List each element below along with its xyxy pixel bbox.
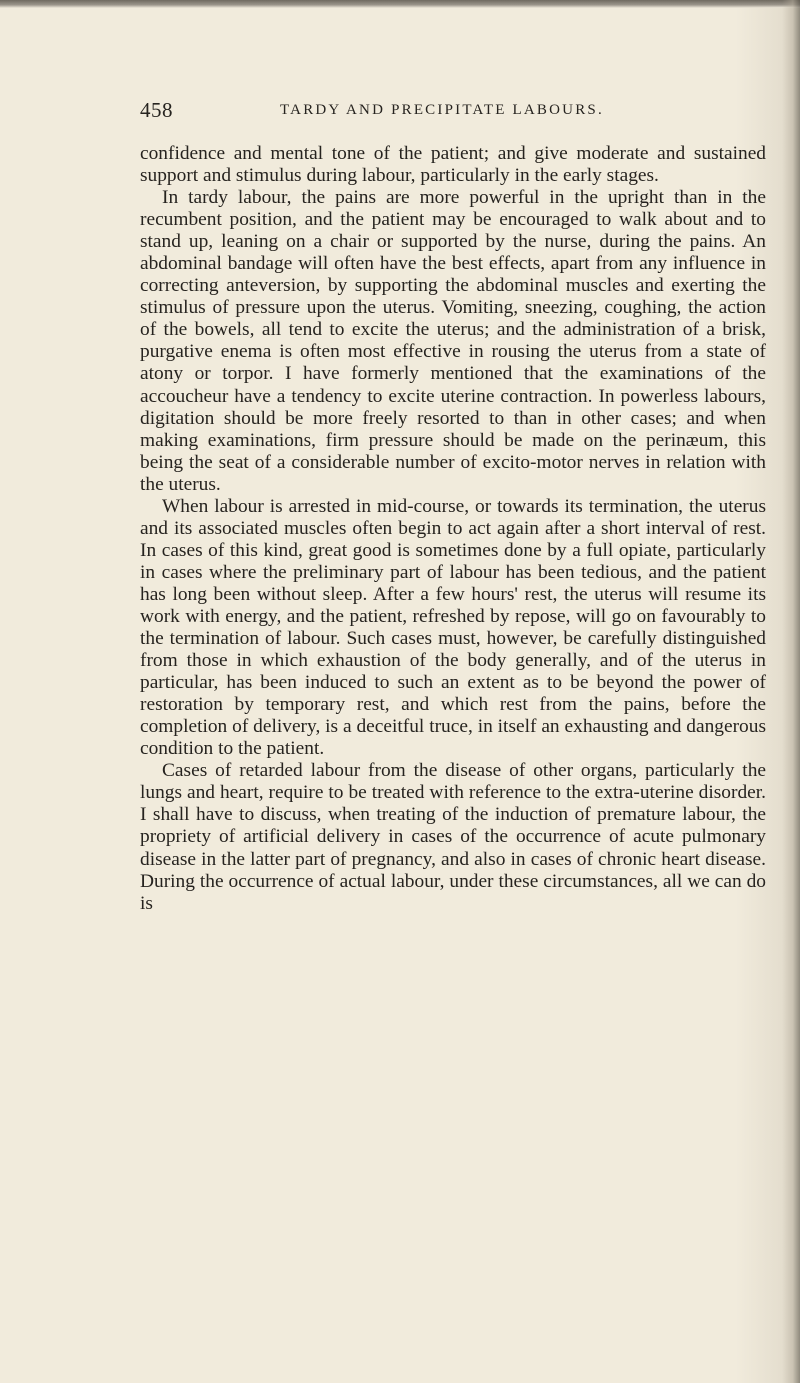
- page-right-edge-shadow: [782, 0, 800, 1383]
- page-header: [140, 98, 660, 122]
- body-text: [140, 143, 766, 915]
- paragraph-arrested-labour: When labour is arrested in mid-course, or towards its termination, the uterus and its associated muscles often begin to act again after a short interval of rest. In cases of this kind, great good is sometimes done by a full opiate, particularly in cases where the preliminary part of labour has been tedious, and the patient has long been without sleep. After a few hours' rest, the uterus will resume its work with energy, and the patient, refreshed by repose, will go on favourably to the termination of labour. Such cases must, however, be carefully distinguished from those in which exhaustion of the body generally, and of the uterus in particular, has been induced to such an extent as to be beyond the power of restoration by temporary rest, and which rest from the pains, before the completion of delivery, is a deceitful truce, in itself an exhausting and dangerous condition to the patient.: [140, 495, 766, 760]
- paragraph-other-organs: Cases of retarded labour from the disease of other organs, particularly the lungs and heart, require to be treated with reference to the extra-uterine disorder. I shall have to discuss, when treating of the induction of premature labour, the propriety of artificial delivery in cases of the occurrence of acute pulmonary disease in the latter part of pregnancy, and also in cases of chronic heart disease. During the occurrence of actual labour, under these circumstances, all we can do is: [140, 760, 766, 914]
- page-top-edge: [0, 0, 800, 8]
- page-number: 458: [140, 98, 173, 122]
- paragraph-tardy-labour: In tardy labour, the pains are more powerful in the upright than in the recumbent position, and the patient may be encouraged to walk about and to stand up, leaning on a chair or supported by the nurse, during the pains. An abdominal bandage will often have the best effects, apart from any influence in correcting anteversion, by supporting the abdominal muscles and exerting the stimulus of pressure upon the uterus. Vomiting, sneezing, coughing, the action of the bowels, all tend to excite the uterus; and the administration of a brisk, purgative enema is often most effective in rousing the uterus from a state of atony or torpor. I have formerly mentioned that the examinations of the accoucheur have a tendency to excite uterine contraction. In powerless labours, digitation should be more freely resorted to than in other cases; and when making examinations, firm pressure should be made on the perinæum, this being the seat of a considerable number of excito-motor nerves in relation with the uterus.: [140, 187, 766, 495]
- running-head: TARDY AND PRECIPITATE LABOURS.: [280, 102, 604, 118]
- paragraph-continuation: confidence and mental tone of the patient; and give moderate and sustained support and stimulus during labour, particularly in the early stages.: [140, 143, 766, 187]
